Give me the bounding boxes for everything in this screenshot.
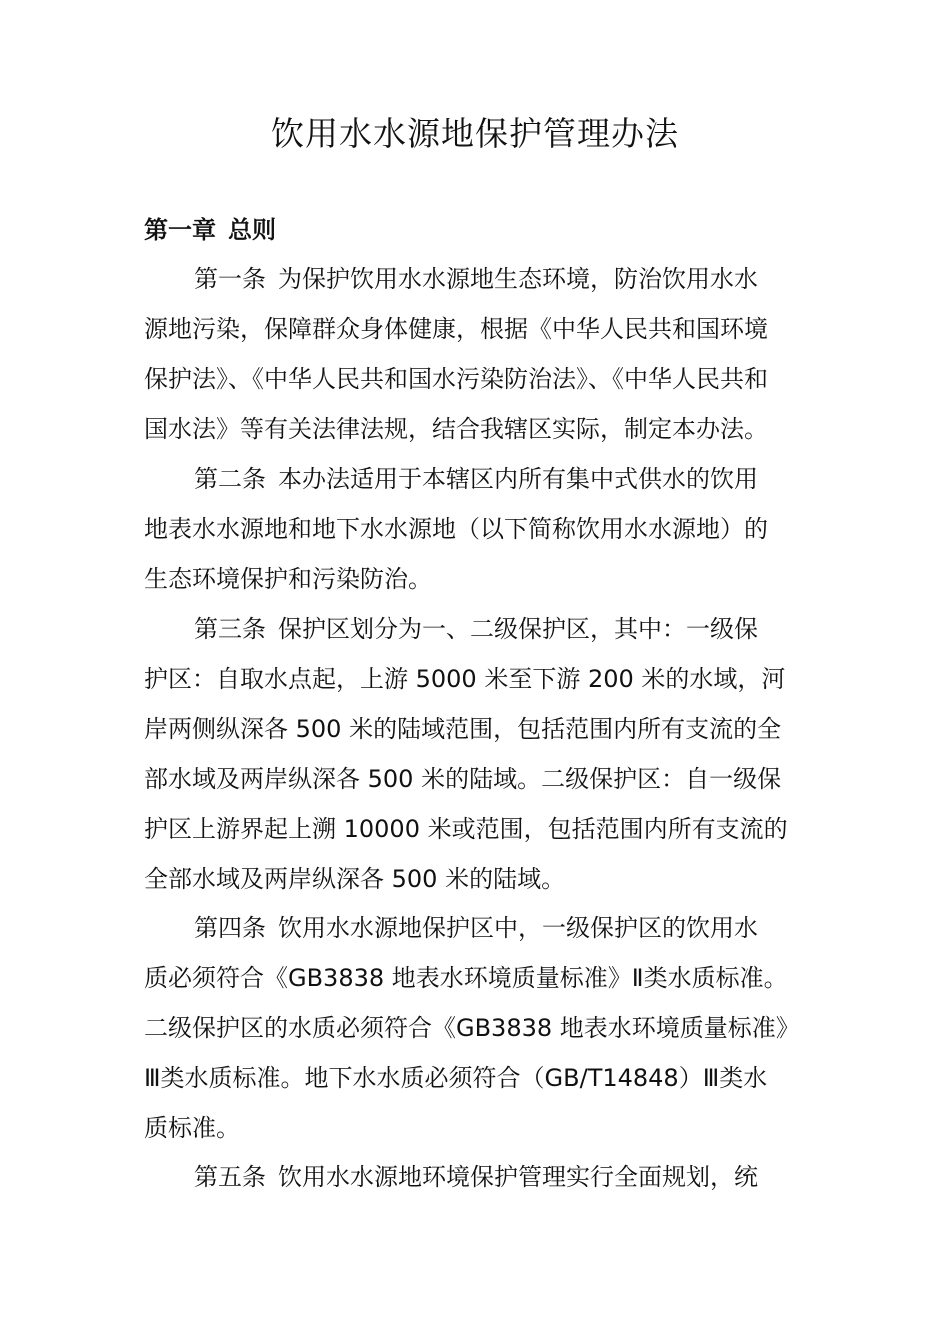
chapter-number: 第一章 — [144, 216, 216, 244]
article-2-text: 本办法适用于本辖区内所有集中式供水的饮用 — [278, 465, 758, 493]
document-title: 饮用水水源地保护管理办法 — [271, 114, 679, 153]
article-5-line-1 — [194, 1155, 758, 1199]
article-2-line-3: 生态环境保护和污染防治。 — [144, 565, 432, 593]
article-3-line-3: 岸两侧纵深各 500 米的陆域范围，包括范围内所有支流的全 — [144, 715, 782, 743]
article-4-line-1 — [194, 906, 758, 950]
article-2-number: 第二条 — [194, 465, 266, 493]
article-1-number: 第一条 — [194, 265, 266, 293]
chapter-heading — [144, 208, 276, 252]
article-1-line-4: 国水法》等有关法律法规，结合我辖区实际，制定本办法。 — [144, 415, 768, 443]
article-5-number: 第五条 — [194, 1163, 266, 1191]
article-4-line-5: 质标准。 — [144, 1114, 240, 1142]
article-2-line-1 — [194, 457, 758, 501]
article-4-line-3: 二级保护区的水质必须符合《GB3838 地表水环境质量标准》 — [144, 1014, 800, 1042]
article-3-line-1 — [194, 607, 758, 651]
article-3-text: 保护区划分为一、二级保护区，其中：一级保 — [278, 615, 758, 643]
article-3-line-2: 护区：自取水点起，上游 5000 米至下游 200 米的水域，河 — [144, 665, 786, 693]
article-4-number: 第四条 — [194, 914, 266, 942]
article-4-line-4: Ⅲ类水质标准。地下水水质必须符合（GB/T14848）Ⅲ类水 — [144, 1064, 768, 1092]
article-4-text: 饮用水水源地保护区中，一级保护区的饮用水 — [278, 914, 758, 942]
chapter-name: 总则 — [228, 216, 276, 244]
article-1-line-1 — [194, 257, 758, 301]
article-1-text: 为保护饮用水水源地生态环境，防治饮用水水 — [278, 265, 758, 293]
article-3-line-4: 部水域及两岸纵深各 500 米的陆域。二级保护区：自一级保 — [144, 765, 782, 793]
article-1-line-3: 保护法》、《中华人民共和国水污染防治法》、《中华人民共和 — [144, 365, 768, 393]
article-3-line-6: 全部水域及两岸纵深各 500 米的陆域。 — [144, 865, 566, 893]
article-1-line-2: 源地污染，保障群众身体健康，根据《中华人民共和国环境 — [144, 315, 768, 343]
article-3-line-5: 护区上游界起上溯 10000 米或范围，包括范围内所有支流的 — [144, 815, 788, 843]
article-5-text: 饮用水水源地环境保护管理实行全面规划，统 — [278, 1163, 758, 1191]
article-2-line-2: 地表水水源地和地下水水源地（以下简称饮用水水源地）的 — [144, 515, 768, 543]
article-3-number: 第三条 — [194, 615, 266, 643]
article-4-line-2: 质必须符合《GB3838 地表水环境质量标准》Ⅱ类水质标准。 — [144, 964, 788, 992]
